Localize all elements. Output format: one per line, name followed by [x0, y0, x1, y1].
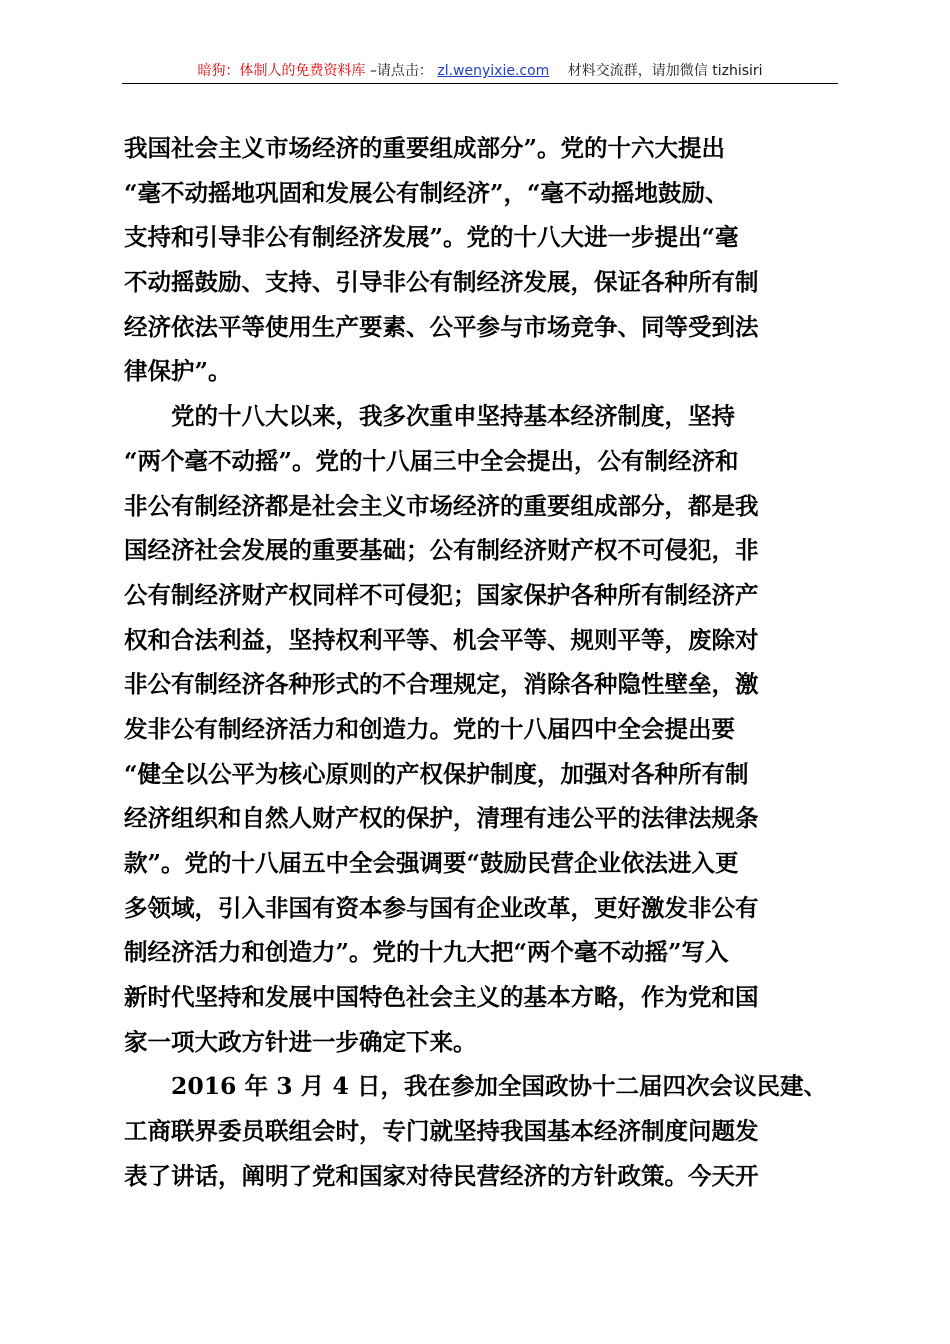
header-link[interactable]: zl.wenyixie.com — [437, 63, 550, 79]
text-line: 非公有制经济各种形式的不合理规定，消除各种隐性壁垒，激 — [124, 670, 759, 699]
text-line: 家一项大政方针进一步确定下来。 — [124, 1027, 477, 1056]
text-line: 不动摇鼓励、支持、引导非公有制经济发展，保证各种所有制 — [124, 268, 759, 297]
text-line: 工商联界委员联组会时，专门就坚持我国基本经济制度问题发 — [124, 1117, 759, 1146]
text-line: 发非公有制经济活力和创造力。党的十八届四中全会提出要 — [124, 714, 735, 743]
text-line: 权和合法利益，坚持权利平等、机会平等、规则平等，废除对 — [124, 625, 759, 654]
text-line: 公有制经济财产权同样不可侵犯；国家保护各种所有制经济产 — [124, 580, 759, 609]
text-line: 非公有制经济都是社会主义市场经济的重要组成部分，都是我 — [124, 491, 759, 520]
text-line: 经济依法平等使用生产要素、公平参与市场竞争、同等受到法 — [124, 312, 759, 341]
text-line: “健全以公平为核心原则的产权保护制度，加强对各种所有制 — [124, 759, 749, 788]
text-line: 国经济社会发展的重要基础；公有制经济财产权不可侵犯，非 — [124, 536, 759, 565]
page-header — [122, 60, 838, 82]
text-line: 表了讲话，阐明了党和国家对待民营经济的方针政策。今天开 — [124, 1161, 759, 1190]
text-line: “毫不动摇地巩固和发展公有制经济”，“毫不动摇地鼓励、 — [124, 178, 729, 207]
text-line: 我国社会主义市场经济的重要组成部分”。党的十六大提出 — [124, 134, 726, 162]
text-line: 律保护”。 — [124, 357, 232, 386]
header-note: 材料交流群，请加微信 tizhisiri — [567, 63, 763, 79]
text-line: 支持和引导非公有制经济发展”。党的十八大进一步提出“毫 — [124, 223, 739, 252]
text-line: 款”。党的十八届五中全会强调要“鼓励民营企业依法进入更 — [124, 849, 739, 877]
header-prompt: –请点击： — [369, 63, 433, 79]
header-divider — [122, 83, 838, 84]
text-line: 党的十八大以来，我多次重申坚持基本经济制度，坚持 — [124, 402, 735, 431]
text-line: 新时代坚持和发展中国特色社会主义的基本方略，作为党和国 — [124, 983, 759, 1012]
document-body — [124, 126, 854, 1199]
header-brand: 暗狗：体制人的免费资料库 — [197, 63, 366, 79]
text-line: 经济组织和自然人财产权的保护，清理有违公平的法律法规条 — [124, 804, 759, 833]
text-line: “两个毫不动摇”。党的十八届三中全会提出，公有制经济和 — [124, 446, 739, 475]
text-line: 多领域，引入非国有资本参与国有企业改革，更好激发非公有 — [124, 893, 759, 922]
text-line: 2016 年 3 月 4 日，我在参加全国政协十二届四次会议民建、 — [124, 1072, 828, 1101]
text-line: 制经济活力和创造力”。党的十九大把“两个毫不动摇”写入 — [124, 938, 729, 967]
